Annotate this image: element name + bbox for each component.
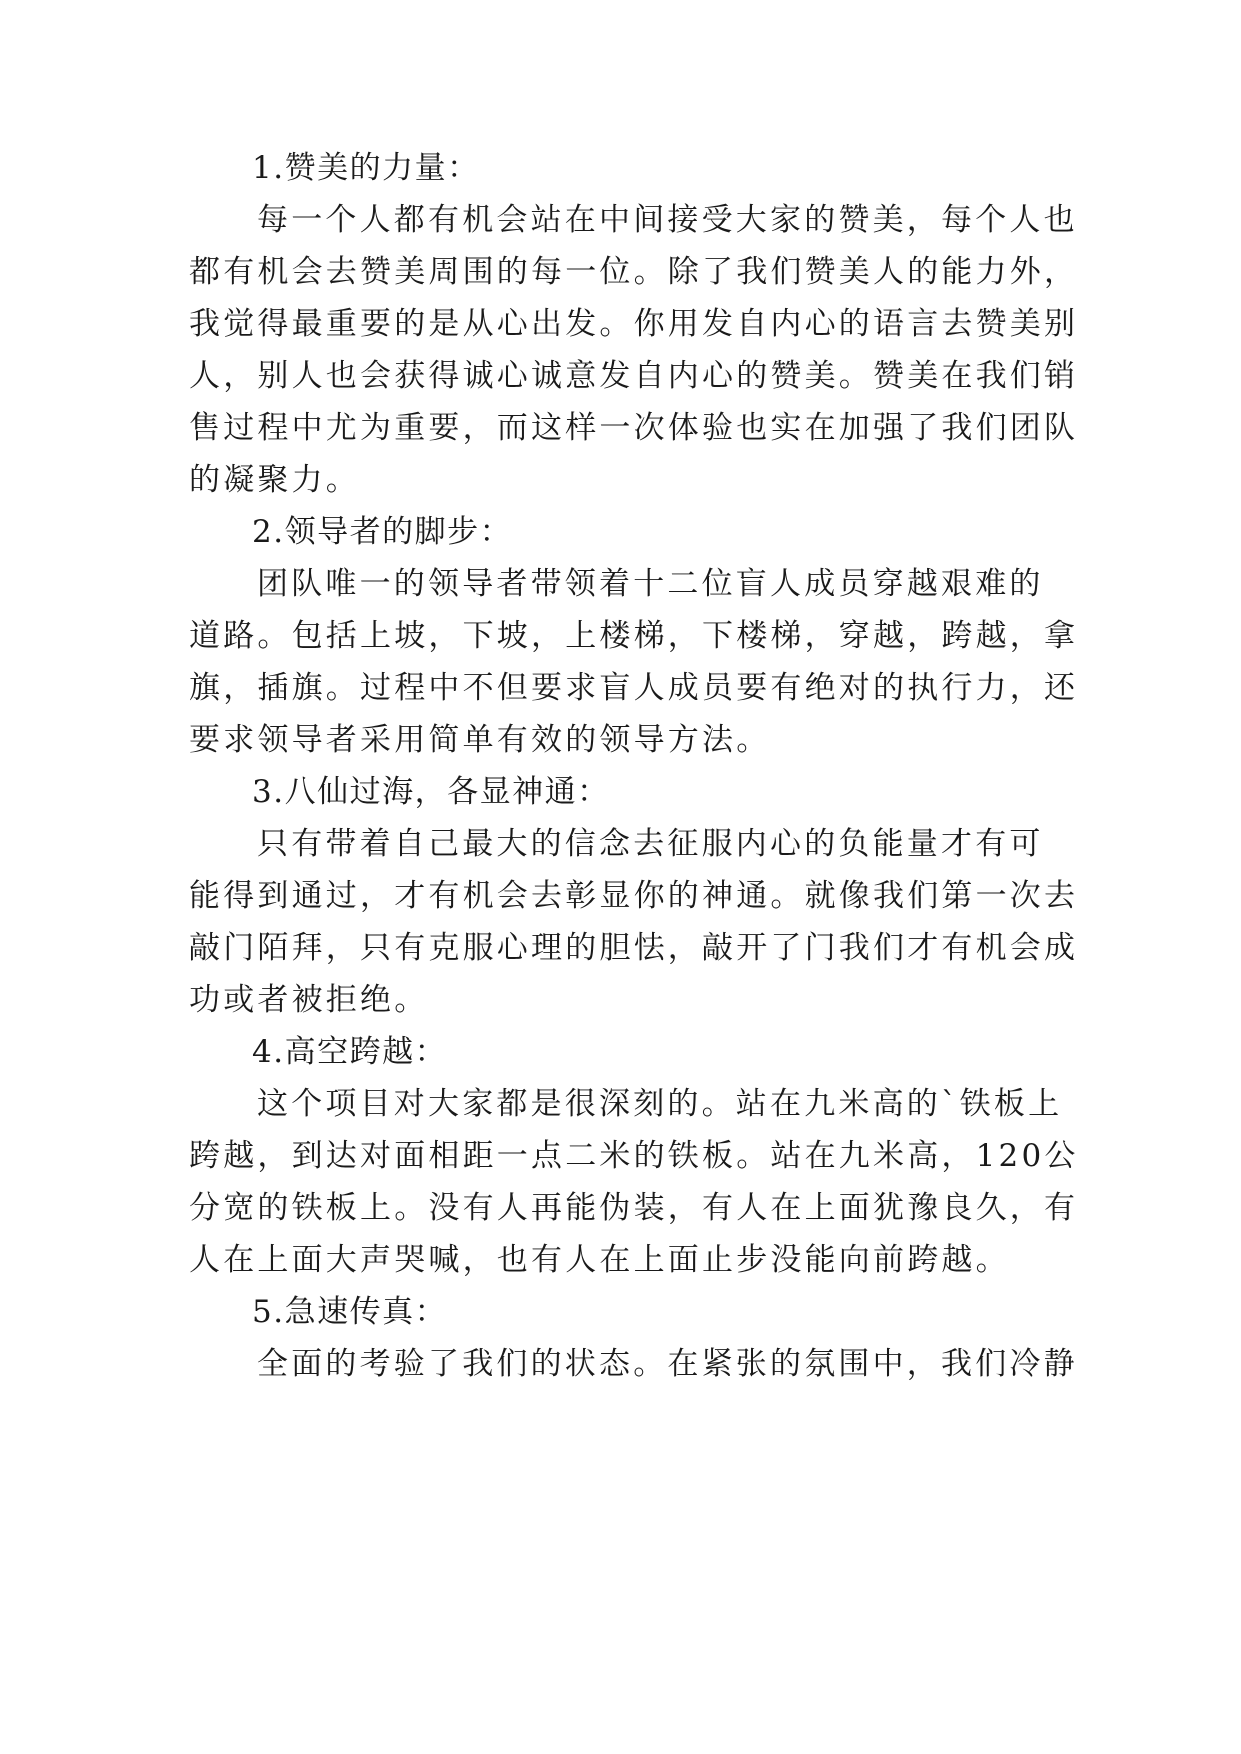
section-heading-2: 2.领导者的脚步： [252,514,513,550]
paragraph-line: 功或者被拒绝。 [189,982,429,1018]
paragraph-line: 都有机会去赞美周围的每一位。除了我们赞美人的能力外， [189,254,1079,290]
paragraph-line: 团队唯一的领导者带领着十二位盲人成员穿越艰难的 [257,566,1044,602]
paragraph-line: 敲门陌拜，只有克服心理的胆怯，敲开了门我们才有机会成 [189,930,1079,966]
paragraph-line: 人，别人也会获得诚心诚意发自内心的赞美。赞美在我们销 [189,358,1079,394]
paragraph-line: 分宽的铁板上。没有人再能伪装，有人在上面犹豫良久，有 [189,1190,1079,1226]
section-heading-5: 5.急速传真： [252,1294,448,1330]
section-heading-1: 1.赞美的力量： [252,150,480,186]
paragraph-line: 售过程中尤为重要，而这样一次体验也实在加强了我们团队 [189,410,1079,446]
paragraph-line: 全面的考验了我们的状态。在紧张的氛围中，我们冷静 [257,1346,1078,1382]
paragraph-line: 道路。包括上坡，下坡，上楼梯，下楼梯，穿越，跨越，拿 [189,618,1079,654]
paragraph-line: 人在上面大声哭喊，也有人在上面止步没能向前跨越。 [189,1242,1010,1278]
paragraph-line: 的凝聚力。 [189,462,360,498]
section-heading-3: 3.八仙过海，各显神通： [252,774,610,810]
paragraph-line: 要求领导者采用简单有效的领导方法。 [189,722,771,758]
paragraph-line: 能得到通过，才有机会去彰显你的神通。就像我们第一次去 [189,878,1079,914]
paragraph-line: 这个项目对大家都是很深刻的。站在九米高的`铁板上 [257,1086,1063,1122]
paragraph-line: 旗，插旗。过程中不但要求盲人成员要有绝对的执行力，还 [189,670,1079,706]
section-heading-4: 4.高空跨越： [252,1034,448,1070]
paragraph-line: 跨越，到达对面相距一点二米的铁板。站在九米高，120公 [189,1138,1079,1174]
paragraph-line: 每一个人都有机会站在中间接受大家的赞美，每个人也 [257,202,1078,238]
paragraph-line: 我觉得最重要的是从心出发。你用发自内心的语言去赞美别 [189,306,1079,342]
paragraph-line: 只有带着自己最大的信念去征服内心的负能量才有可 [257,826,1044,862]
